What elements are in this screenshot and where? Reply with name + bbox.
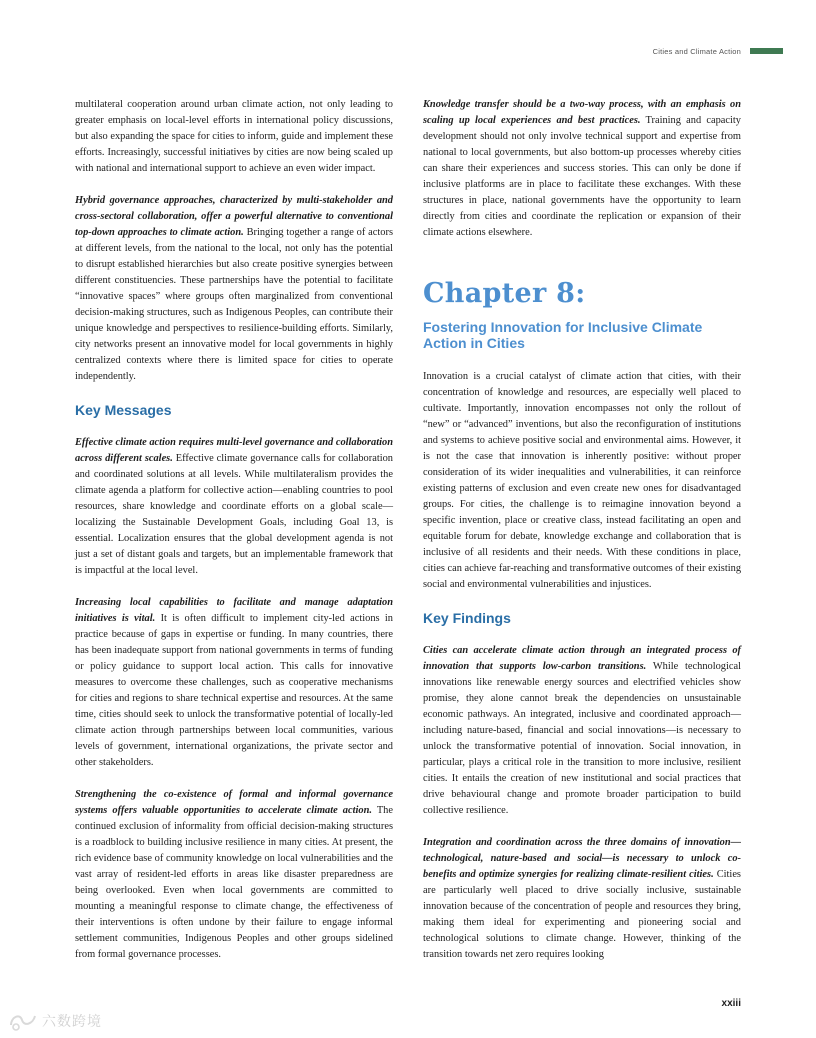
key-finding-lead: Integration and coordination across the three domains of innovation—technological, nature-based and social—is necessary to unlock co-benefits and optimize synergies for realizing climate-resilient cities. — [423, 837, 741, 880]
key-finding-body: Cities are particularly well placed to drive socially inclusive, sustainable innovation because of the concentration of people and resources they bring, making them ideal for experimenting and pioneering social and technological solutions to climate change. However, thinking of the transition towards net zero requires looking — [423, 869, 741, 960]
watermark — [8, 1008, 118, 1034]
key-message — [75, 435, 393, 579]
paragraph — [75, 97, 393, 177]
right-column — [423, 97, 741, 979]
key-message-body: The continued exclusion of informality from official decision-making structures is a roadblock to building inclusive resilience in many cities. At present, the rich evidence base of community knowledge on local vulnerabilities and the vast array of resident-led efforts in areas like disaster preparedness are being overlooked. Even when local governments are committed to mounting a meaningful response to climate change, the effectiveness of their interventions is often undone by their failure to engage informal settlement communities, Indigenous Peoples and other groups sidelined from formal governance processes. — [75, 805, 393, 960]
key-messages-heading: Key Messages — [75, 402, 172, 418]
key-message-body: Effective climate governance calls for collaboration and coordinated solutions at all levels. While multilateralism provides the climate agenda a platform for collective action—enabling countries to pool resources, share knowledge and coordinate efforts on a global scale—localizing the Sustainable Development Goals, including Goal 13, is essential. Localization ensures that the global development agenda is not just a set of distant goals and targets, but an implementable framework that is impactful at the local level. — [75, 453, 393, 576]
running-title: Cities and Climate Action — [652, 46, 741, 56]
watermark-text: 六数跨境 — [42, 1014, 102, 1030]
key-finding — [423, 643, 741, 819]
left-column — [75, 97, 393, 979]
key-message-lead: Increasing local capabilities to facilitate and manage adaptation initiatives is vital. — [75, 597, 393, 624]
watermark-logo-icon — [8, 1010, 38, 1032]
key-message-lead: Effective climate action requires multi-level governance and collaboration across different scales. — [75, 437, 393, 464]
key-message-lead: Strengthening the co-existence of formal and informal governance systems offers valuable opportunities to accelerate climate action. — [75, 789, 393, 816]
page-number: xxiii — [721, 998, 741, 1009]
key-finding-lead: Cities can accelerate climate action through an integrated process of innovation that supports low-carbon transitions. — [423, 645, 741, 672]
chapter-intro — [423, 369, 741, 593]
paragraph — [75, 193, 393, 385]
key-message — [75, 787, 393, 963]
paragraph-lead: Hybrid governance approaches, characterized by multi-stakeholder and cross-sectoral collaboration, offer a powerful alternative to conventional top-down approaches to climate action. — [75, 195, 393, 238]
key-message — [75, 595, 393, 771]
key-finding — [423, 835, 741, 963]
header-accent-bar — [750, 48, 783, 54]
chapter-label: Chapter 8: — [423, 278, 586, 309]
paragraph-text: Innovation is a crucial catalyst of climate action that cities, with their concentration of knowledge and resources, are especially well placed to cultivate. Importantly, innovation encompasses not only the rollout of “new” or “advanced” inventions, but also the reconfiguration of institutions and systems to achieve positive social and environmental aims. However, it is not the case that innovation is inherently positive: without proper consideration of its wider inequalities and vulnerabilities, it can reinforce existing patterns of exclusion and even create new ones for disadvantaged groups. For cities, the challenge is to reimagine innovation beyond a specific invention, place or creative class, instead facilitating an open and equitable forum for debate, knowledge exchange and collaboration that is inclusive of all residents and their needs. With these conditions in place, cities can achieve far-reaching and transformative outcomes of their existing social and environmental vulnerabilities and injustices. — [423, 371, 742, 590]
key-message — [423, 97, 741, 241]
key-message-body: Training and capacity development should not only involve technical support and expertise from national to local governments, but also bottom-up processes whereby cities can share their experiences and success stories. This can only be done if inclusive platforms are in place to facilitate these exchanges. With these structures in place, national governments have the opportunity to learn directly from cities and coordinate the replication or expansion of their climate actions elsewhere. — [423, 115, 741, 238]
chapter-title: Fostering Innovation for Inclusive Climate Action in Cities — [423, 319, 703, 351]
paragraph-body: Bringing together a range of actors at different levels, from the national to the local, not only has the potential to disrupt established hierarchies but also create positive synergies between different constituencies. These partnerships have the potential to facilitate “innovative spaces” where groups often marginalized from conventional decision-making structures, such as Indigenous Peoples, can contribute their unique knowledge and perspectives to resilience-building efforts. Similarly, city networks present an innovative model for local governments in highly centralized contexts where there is limited space for cities to operate independently. — [75, 227, 393, 382]
key-finding-body: While technological innovations like renewable energy sources and electrified vehicles show promise, they alone cannot break the dependencies on unsustainable economic pathways. An integrated, inclusive and coordinated approach—including nature-based, financial and social innovations—is necessary to unlock the transformative potential of innovation. Social innovation, in particular, plays a critical role in the transition to more inclusive, resilient cities. It entails the creation of new institutional and social practices that drive behavioural change and promote broader participation to build collective resilience. — [423, 661, 741, 816]
key-findings-heading: Key Findings — [423, 610, 511, 626]
paragraph-text: multilateral cooperation around urban climate action, not only leading to greater emphasis on local-level efforts in international policy discussions, but also expanding the space for cities to inform, guide and implement these efforts. Increasingly, successful initiatives by cities are now being scaled up with national and international support to achieve an even wider impact. — [75, 99, 393, 174]
key-message-lead: Knowledge transfer should be a two-way process, with an emphasis on scaling up local experiences and best practices. — [423, 99, 741, 126]
running-header — [600, 44, 783, 58]
key-message-body: It is often difficult to implement city-led actions in practice because of gaps in expertise or funding. In many countries, there has been inadequate support from national governments in terms of funding or policy guidance to support local action. This calls for innovative measures to overcome these challenges, such as cooperative mechanisms for cities and regions to share technical expertise and resources. At the same time, cities should seek to unlock the transformative potential of locally-led climate action through partnerships between local communities, various levels of government, international organizations, the private sector and other stakeholders. — [75, 613, 393, 768]
